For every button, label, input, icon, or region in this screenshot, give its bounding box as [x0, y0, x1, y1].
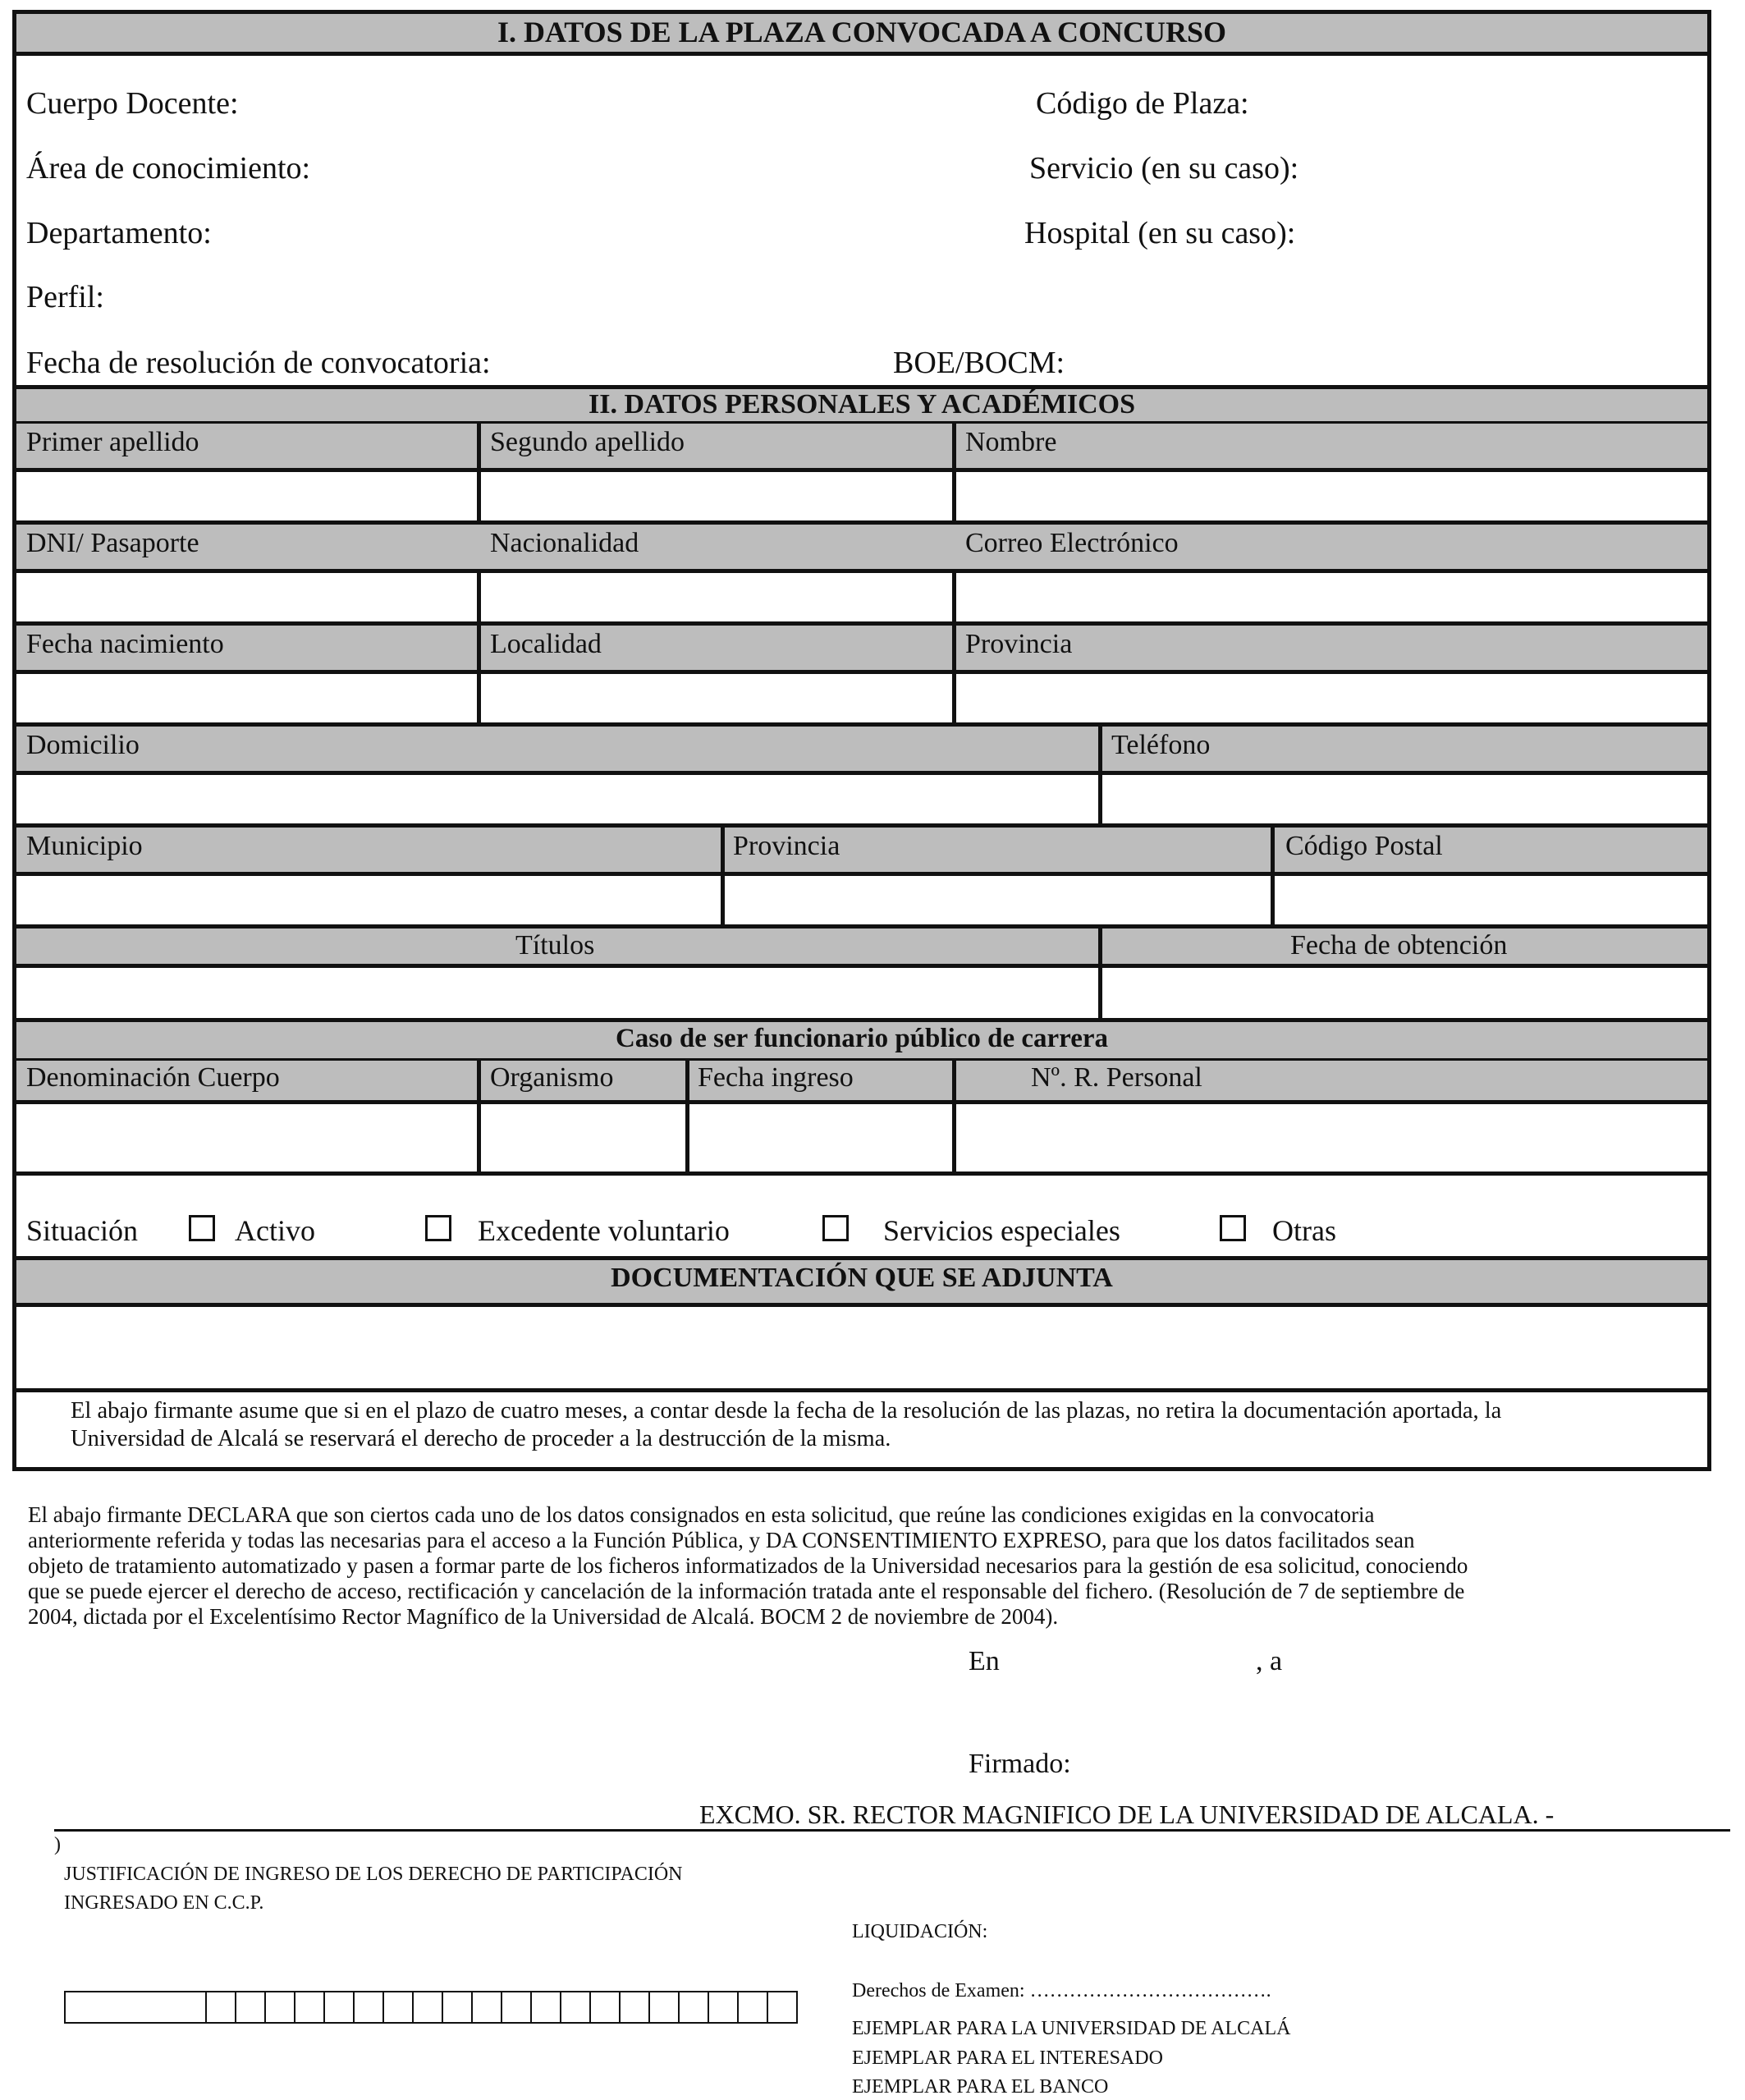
label-domicilio: Domicilio [26, 730, 140, 760]
ccp-cell-entity[interactable] [64, 1991, 207, 2024]
section1-title: I. DATOS DE LA PLAZA CONVOCADA A CONCURSO [497, 16, 1227, 48]
label-codigo-plaza: Código de Plaza: [1036, 86, 1249, 121]
label-excedente: Excedente voluntario [478, 1214, 730, 1247]
checkbox-excedente[interactable] [425, 1215, 451, 1241]
ejemplar-universidad: EJEMPLAR PARA LA UNIVERSIDAD DE ALCALÁ [852, 2018, 1291, 2039]
label-destinatario: EXCMO. SR. RECTOR MAGNIFICO DE LA UNIVERSIDAD DE ALCALA. - [699, 1800, 1555, 1829]
label-cuerpo-docente: Cuerpo Docente: [26, 86, 239, 121]
justificacion-line-2: INGRESADO EN C.C.P. [64, 1892, 264, 1914]
label-primer-apellido: Primer apellido [26, 427, 199, 457]
label-fecha-obtencion: Fecha de obtención [1290, 930, 1508, 961]
checkbox-servicios[interactable] [822, 1215, 849, 1241]
ccp-cell[interactable] [442, 1991, 473, 2024]
label-perfil: Perfil: [26, 280, 104, 314]
ccp-cell[interactable] [382, 1991, 414, 2024]
label-a: , a [1256, 1646, 1283, 1676]
label-firmado: Firmado: [969, 1749, 1071, 1779]
label-derechos: Derechos de Examen: ………………………………. [852, 1980, 1271, 2001]
ccp-cell[interactable] [471, 1991, 502, 2024]
label-servicio: Servicio (en su caso): [1029, 151, 1299, 186]
label-servicios: Servicios especiales [883, 1214, 1120, 1247]
ccp-cell[interactable] [619, 1991, 650, 2024]
label-area: Área de conocimiento: [26, 151, 311, 186]
label-denominacion: Denominación Cuerpo [26, 1062, 280, 1093]
label-activo: Activo [235, 1214, 315, 1247]
ccp-cell[interactable] [353, 1991, 384, 2024]
ccp-cell[interactable] [589, 1991, 621, 2024]
declaracion-line-4: que se puede ejercer el derecho de acceso, rectificación y cancelación de la información tratada ante el responsable del fichero. (Resolución de 7 de septiembre de [28, 1579, 1465, 1603]
justificacion-line-1: JUSTIFICACIÓN DE INGRESO DE LOS DERECHO DE PARTICIPACIÓN [64, 1864, 683, 1885]
label-correo: Correo Electrónico [965, 528, 1179, 558]
ejemplar-banco: EJEMPLAR PARA EL BANCO [852, 2076, 1109, 2098]
label-hospital: Hospital (en su caso): [1024, 216, 1296, 250]
paren: ) [54, 1834, 61, 1855]
checkbox-activo[interactable] [189, 1215, 215, 1241]
label-otras: Otras [1272, 1214, 1336, 1247]
section2-title: II. DATOS PERSONALES Y ACADÉMICOS [589, 389, 1135, 420]
documentacion-note-1: El abajo firmante asume que si en el plazo de cuatro meses, a contar desde la fecha de la resolución de las plazas, no retira la documentación aportada, la [71, 1398, 1502, 1424]
ccp-cell[interactable] [708, 1991, 739, 2024]
row4-label-bg [16, 727, 1707, 771]
label-boe: BOE/BOCM: [893, 346, 1065, 380]
ccp-cell[interactable] [737, 1991, 768, 2024]
row2-label-bg [16, 525, 1707, 569]
ccp-cell[interactable] [264, 1991, 295, 2024]
checkbox-otras[interactable] [1220, 1215, 1246, 1241]
ccp-cell[interactable] [294, 1991, 325, 2024]
ccp-cell[interactable] [678, 1991, 709, 2024]
label-titulos: Títulos [515, 930, 595, 961]
label-situacion: Situación [26, 1214, 138, 1247]
declaracion-line-3: objeto de tratamiento automatizado y pasen a formar parte de los ficheros informatizados de la Universidad necesarios para la gestión de esa solicitud, conociendo [28, 1553, 1468, 1578]
ccp-cell[interactable] [235, 1991, 266, 2024]
documentacion-title: DOCUMENTACIÓN QUE SE ADJUNTA [611, 1263, 1113, 1293]
ccp-cell[interactable] [560, 1991, 591, 2024]
label-localidad: Localidad [490, 629, 602, 659]
ccp-cell[interactable] [648, 1991, 680, 2024]
label-codigo-postal: Código Postal [1285, 831, 1443, 861]
label-liquidacion: LIQUIDACIÓN: [852, 1921, 988, 1942]
ccp-cell[interactable] [767, 1991, 798, 2024]
funcionario-title: Caso de ser funcionario público de carrera [615, 1024, 1109, 1053]
declaracion-line-2: anteriormente referida y todas las necesarias para el acceso a la Función Pública, y DA CONSENTIMIENTO EXPRESO, para que los datos facilitados sean [28, 1528, 1415, 1552]
row1-label-bg [16, 424, 1707, 468]
label-dni: DNI/ Pasaporte [26, 528, 199, 558]
declaracion-line-5: 2004, dictada por el Excelentísimo Rector Magnífico de la Universidad de Alcalá. BOCM 2 de noviembre de 2004). [28, 1604, 1059, 1629]
ccp-cell[interactable] [205, 1991, 236, 2024]
label-telefono: Teléfono [1111, 730, 1211, 760]
label-nombre: Nombre [965, 427, 1057, 457]
row5-label-bg [16, 828, 1707, 872]
documentacion-note-2: Universidad de Alcalá se reservará el derecho de proceder a la destrucción de la misma. [71, 1426, 891, 1451]
row3-label-bg [16, 626, 1707, 670]
label-fecha-ingreso: Fecha ingreso [698, 1062, 854, 1093]
label-nrp: Nº. R. Personal [1031, 1062, 1202, 1093]
ejemplar-interesado: EJEMPLAR PARA EL INTERESADO [852, 2047, 1163, 2069]
separator-line [54, 1829, 1730, 1832]
label-provincia: Provincia [965, 629, 1073, 659]
label-organismo: Organismo [490, 1062, 614, 1093]
label-fecha-resolucion: Fecha de resolución de convocatoria: [26, 346, 491, 380]
ccp-cell[interactable] [501, 1991, 532, 2024]
ccp-cell[interactable] [323, 1991, 355, 2024]
declaracion-line-1: El abajo firmante DECLARA que son ciertos cada uno de los datos consignados en esta solicitud, que reúne las condiciones exigidas en la convocatoria [28, 1502, 1375, 1527]
label-fecha-nacimiento: Fecha nacimiento [26, 629, 224, 659]
label-provincia-2: Provincia [733, 831, 840, 861]
label-segundo-apellido: Segundo apellido [490, 427, 685, 457]
ccp-cell[interactable] [412, 1991, 443, 2024]
label-departamento: Departamento: [26, 216, 212, 250]
label-en: En [969, 1646, 1000, 1676]
label-nacionalidad: Nacionalidad [490, 528, 639, 558]
ccp-cell[interactable] [530, 1991, 561, 2024]
label-municipio: Municipio [26, 831, 143, 861]
